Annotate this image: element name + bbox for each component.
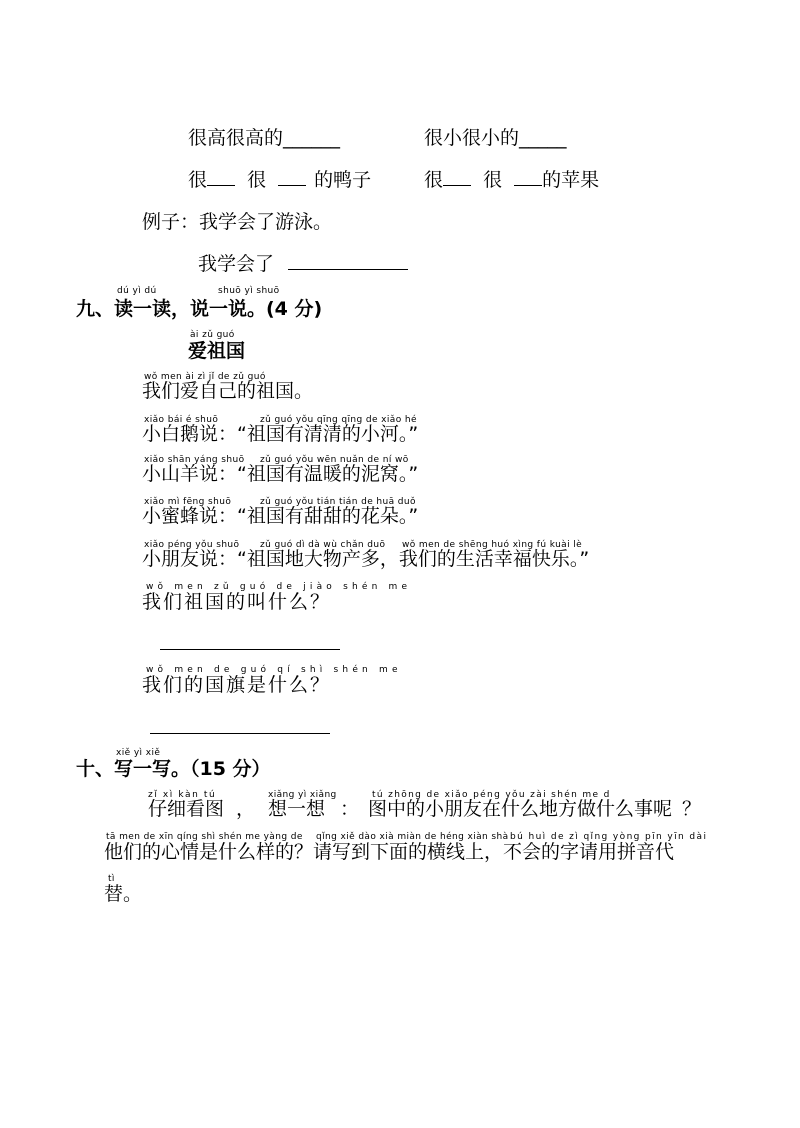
phrase-very-small: 很小很小的_____: [424, 127, 567, 149]
section-10-heading: 十、写一写。（15 分）: [76, 758, 271, 780]
word-hen-2: 很: [483, 169, 503, 191]
line-4: 小蜜蜂说：“祖国有甜甜的花朵。”: [142, 505, 419, 527]
example-prompt-text: 我学会了: [198, 253, 275, 275]
line-4-pinyin-b: zǔ guó yǒu tián tián de huā duǒ: [260, 497, 416, 507]
p3-text: 替。: [104, 883, 143, 905]
phrase-duck: [188, 168, 371, 192]
p1-text-e: 图中的小朋友在什么地方做什么事呢: [368, 798, 673, 820]
fill-blank[interactable]: [514, 168, 542, 186]
fill-blank[interactable]: [443, 168, 471, 186]
p1-text-f: ？: [682, 798, 702, 820]
line-3-pinyin-b: zǔ guó yǒu wēn nuǎn de ní wō: [260, 455, 409, 465]
heading-pinyin-2: shuō yì shuō: [218, 286, 280, 296]
word-duck: 的鸭子: [314, 169, 372, 191]
title-pinyin: ài zǔ guó: [190, 330, 235, 340]
example-sentence: 例子：我学会了游泳。: [142, 211, 333, 233]
word-apple: 的苹果: [542, 169, 600, 191]
word-hen-1: 很: [188, 169, 208, 191]
p2-pinyin-a: tā men de xīn qíng shì shén me yàng de: [106, 832, 303, 842]
word-hen-1: 很: [424, 169, 444, 191]
line-2-pinyin-a: xiǎo bái é shuō: [144, 415, 219, 425]
p1-pinyin-b: xiǎng yì xiǎng: [268, 790, 337, 800]
answer-line-2[interactable]: [150, 733, 330, 734]
question-2: 我们的国旗是什么？: [142, 674, 332, 696]
passage-title: 爱祖国: [188, 340, 246, 362]
p2-pinyin-c: bú huì de zì qǐng yòng pīn yīn dài: [510, 832, 708, 842]
line-2-pinyin-b: zǔ guó yǒu qīng qīng de xiǎo hé: [260, 415, 417, 425]
p3-pinyin: tì: [108, 874, 115, 884]
word-hen-2: 很: [247, 169, 267, 191]
fill-blank[interactable]: [278, 168, 306, 186]
example-prompt: [198, 252, 408, 276]
question-2-pinyin: wǒ men de guó qí shì shén me: [146, 665, 402, 675]
answer-blank[interactable]: [288, 252, 408, 270]
p1-text-c: 想一想: [268, 798, 326, 820]
section-9-heading: 九、读一读，说一说。(4 分): [76, 298, 323, 320]
question-1-pinyin: wǒ men zǔ guó de jiào shén me: [146, 582, 412, 592]
p1-text-a: 仔细看图: [148, 798, 225, 820]
line-5-pinyin-c: wǒ men de shēng huó xìng fú kuài lè: [402, 540, 583, 550]
section-10-heading-pinyin: xiě yì xiě: [116, 748, 161, 758]
line-4-pinyin-a: xiǎo mì fēng shuō: [144, 497, 232, 507]
line-3: 小山羊说：“祖国有温暖的泥窝。”: [142, 463, 419, 485]
fill-blank[interactable]: [207, 168, 235, 186]
heading-pinyin-1: dú yì dú: [117, 286, 157, 296]
phrase-apple: [424, 168, 599, 192]
p1-pinyin-c: tú zhōng de xiǎo péng yǒu zài shén me d: [372, 790, 611, 800]
p2-pinyin-b: qǐng xiě dào xià miàn de héng xiàn shà: [316, 832, 509, 842]
p1-text-d: ：: [340, 798, 360, 820]
p1-pinyin-a: zǐ xì kàn tú: [148, 790, 217, 800]
p2-text: 他们的心情是什么样的？请写到下面的横线上，不会的字请用拼音代: [104, 841, 675, 863]
question-1: 我们祖国的叫什么？: [142, 591, 332, 613]
line-5: 小朋友说：“祖国地大物产多，我们的生活幸福快乐。”: [142, 548, 590, 570]
line-5-pinyin-b: zǔ guó dì dà wù chǎn duō: [260, 540, 386, 550]
line-1: 我们爱自己的祖国。: [142, 380, 314, 402]
line-3-pinyin-a: xiǎo shān yáng shuō: [144, 455, 245, 465]
line-5-pinyin-a: xiǎo péng yǒu shuō: [144, 540, 240, 550]
p1-text-b: ，: [236, 798, 256, 820]
line-2: 小白鹅说：“祖国有清清的小河。”: [142, 423, 419, 445]
answer-line-1[interactable]: [160, 649, 340, 650]
phrase-very-tall: 很高很高的______: [188, 127, 341, 149]
line-1-pinyin: wǒ men ài zì jǐ de zǔ guó: [144, 372, 266, 382]
